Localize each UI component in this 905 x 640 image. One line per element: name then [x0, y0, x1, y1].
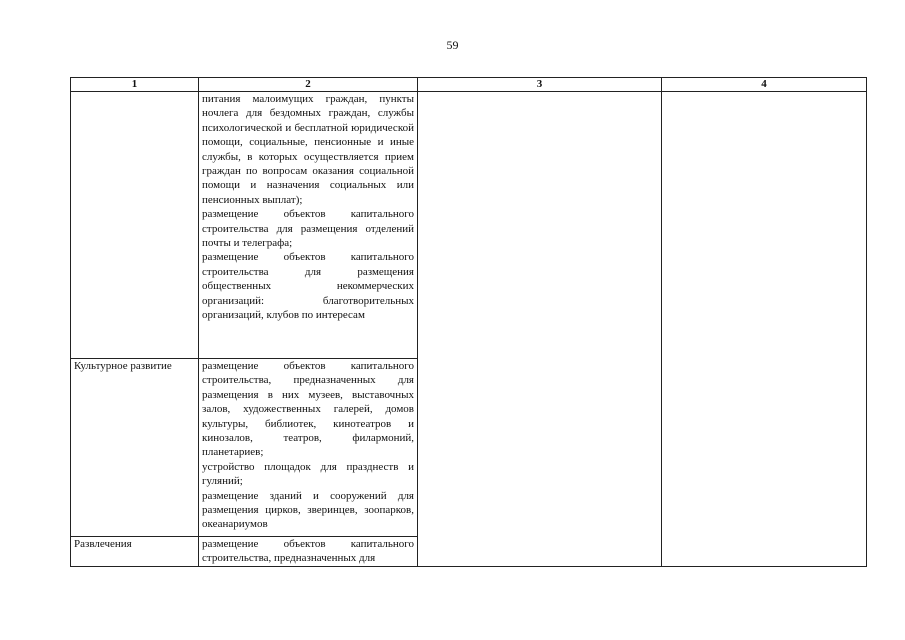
row-name — [71, 92, 199, 359]
column-3-cell — [418, 92, 662, 567]
description-paragraph: размещение объектов капитального строительства для размещения общественных некоммерческих организаций: благотворительных организаций, клубов по интересам — [202, 251, 414, 322]
description-paragraph: размещение объектов капитального строительства для размещения отделений почты и телеграфа; — [202, 208, 414, 250]
description-paragraph: устройство площадок для празднеств и гуляний; — [202, 460, 414, 488]
table-row — [71, 92, 867, 359]
page-number: 59 — [446, 38, 459, 52]
column-4-cell — [662, 92, 867, 567]
description-paragraph: размещение зданий и сооружений для размещения цирков, зверинцев, зоопарков, океанариумов — [202, 489, 414, 531]
description-paragraph: размещение объектов капитального строительства, предназначенных для — [202, 538, 414, 565]
row-description — [199, 359, 418, 537]
description-paragraph: размещение объектов капитального строительства, предназначенных для размещения в них музеев, выставочных залов, художественных галерей, домов культуры, библиотек, кинотеатров и кинозалов, театров, филармоний, планетариев; — [202, 360, 414, 459]
row-description — [199, 92, 418, 359]
column-header-1: 1 — [71, 78, 199, 92]
column-header-2: 2 — [199, 78, 418, 92]
land-use-table — [70, 77, 867, 567]
table-header-row — [71, 78, 867, 92]
row-name: Развлечения — [71, 537, 199, 567]
column-header-4: 4 — [662, 78, 867, 92]
description-paragraph: питания малоимущих граждан, пункты ночлега для бездомных граждан, службы психологической и бесплатной юридической помощи, социальные, пенсионные и иные службы, в которых осуществляется прием граждан по вопросам оказания социальной помощи и назначения социальных или пенсионных выплат); — [202, 93, 414, 206]
row-description — [199, 537, 418, 567]
row-name: Культурное развитие — [71, 359, 199, 537]
column-header-3: 3 — [418, 78, 662, 92]
